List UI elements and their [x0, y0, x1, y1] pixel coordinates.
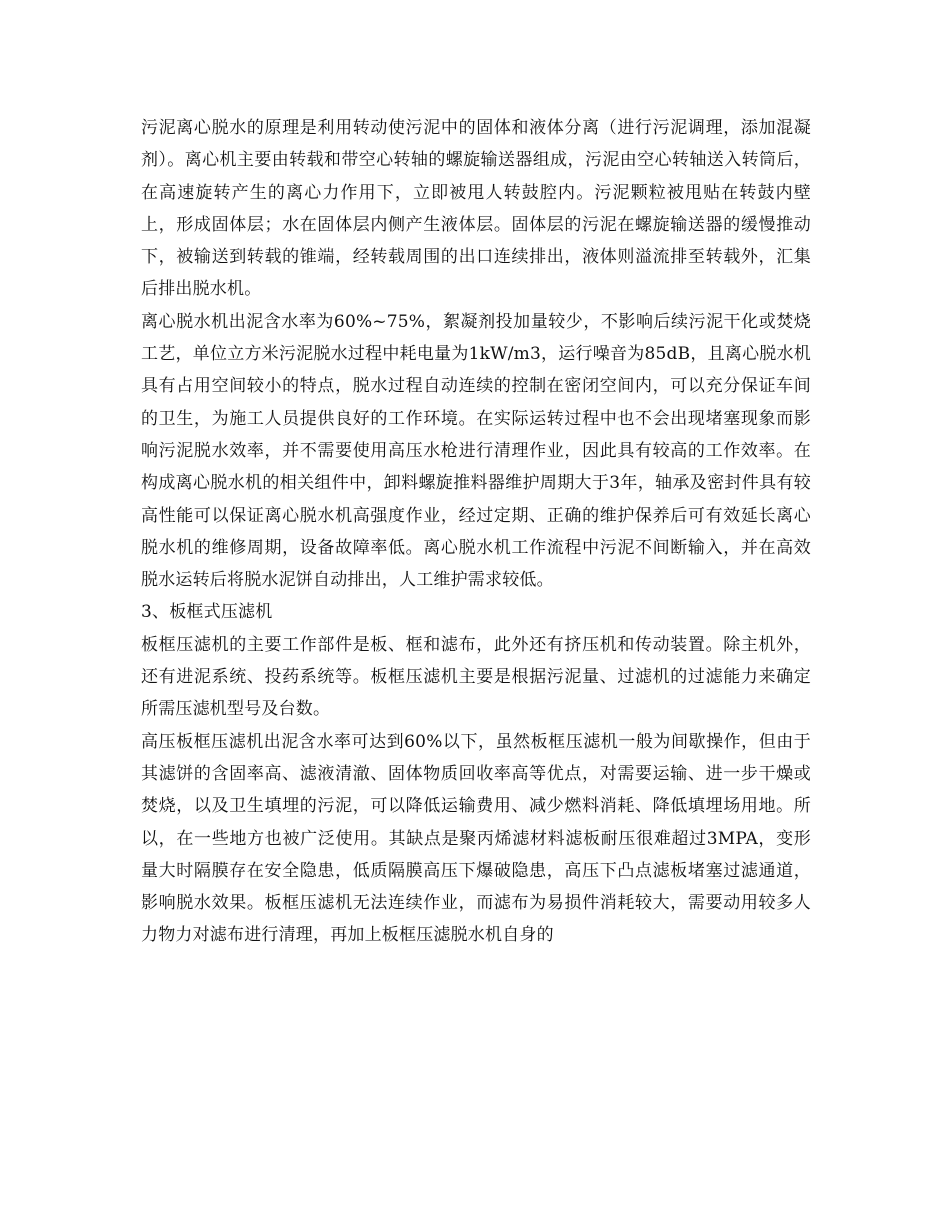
- paragraph-plate-frame-performance: 高压板框压滤机出泥含水率可达到60%以下，虽然板框压滤机一般为间歇操作，但由于其滤饼的含固率高、滤液清澈、固体物质回收率高等优点，对需要运输、进一步干燥或焚烧，以及卫生填埋的污泥，可以降低运输费用、减少燃料消耗、降低填埋场用地。所以，在一些地方也被广泛使用。其缺点是聚丙烯滤材料滤板耐压很难超过3MPA，变形量大时隔膜存在安全隐患，低质隔膜高压下爆破隐患，高压下凸点滤板堵塞过滤通道，影响脱水效果。板框压滤机无法连续作业，而滤布为易损件消耗较大，需要动用较多人力物力对滤布进行清理，再加上板框压滤脱水机自身的: [141, 731, 811, 946]
- paragraph-centrifuge-principle: 污泥离心脱水的原理是利用转动使污泥中的固体和液体分离（进行污泥调理，添加混凝剂）。离心机主要由转载和带空心转轴的螺旋输送器组成，污泥由空心转轴送入转筒后，在高速旋转产生的离心力作用下，立即被甩人转鼓腔内。污泥颗粒被甩贴在转鼓内壁上，形成固体层；水在固体层内侧产生液体层。固体层的污泥在螺旋输送器的缓慢推动下，被输送到转载的锥端，经转载周围的出口连续排出，液体则溢流排至转载外，汇集后排出脱水机。: [141, 118, 811, 300]
- section-heading-plate-frame-press: 3、板框式压滤机: [141, 602, 273, 623]
- paragraph-plate-frame-components: 板框压滤机的主要工作部件是板、框和滤布，此外还有挤压机和传动装置。除主机外，还有进泥系统、投药系统等。板框压滤机主要是根据污泥量、过滤机的过滤能力来确定所需压滤机型号及台数。: [141, 634, 811, 720]
- paragraph-centrifuge-performance: 离心脱水机出泥含水率为60%~75%，絮凝剂投加量较少，不影响后续污泥干化或焚烧工艺，单位立方米污泥脱水过程中耗电量为1kW/m3，运行噪音为85dB，且离心脱水机具有占用空间较小的特点，脱水过程自动连续的控制在密闭空间内，可以充分保证车间的卫生，为施工人员提供良好的工作环境。在实际运转过程中也不会出现堵塞现象而影响污泥脱水效率，并不需要使用高压水枪进行清理作业，因此具有较高的工作效率。在构成离心脱水机的相关组件中，卸料螺旋推料器维护周期大于3年，轴承及密封件具有较高性能可以保证离心脱水机高强度作业，经过定期、正确的维护保养后可有效延长离心脱水机的维修周期，设备故障率低。离心脱水机工作流程中污泥不间断输入，并在高效脱水运转后将脱水泥饼自动排出，人工维护需求较低。: [141, 311, 811, 591]
- document-body: [141, 112, 811, 952]
